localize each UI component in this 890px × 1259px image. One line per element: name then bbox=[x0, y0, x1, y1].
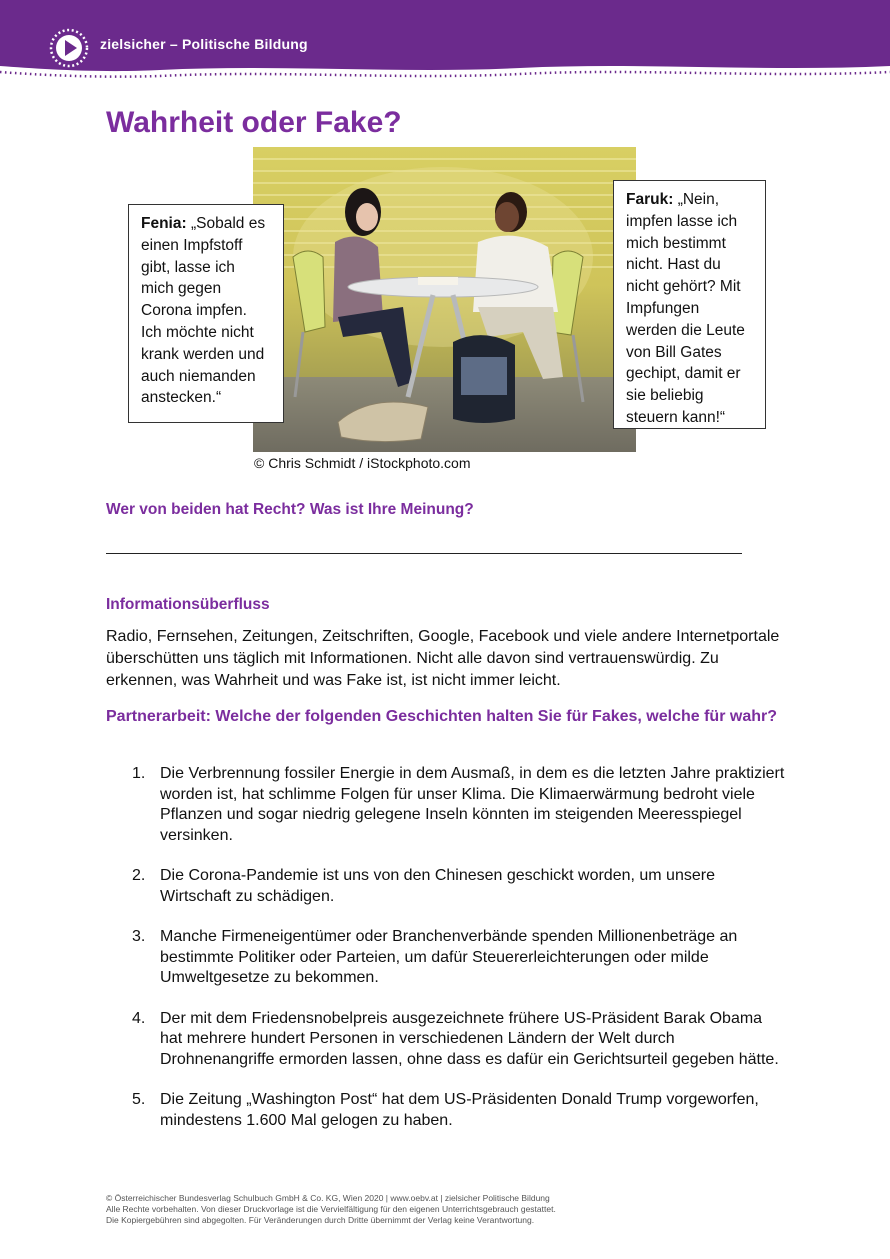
speaker-name: Fenia: bbox=[141, 215, 187, 232]
play-icon bbox=[48, 27, 90, 69]
list-item bbox=[106, 1090, 786, 1131]
list-item bbox=[106, 1009, 786, 1071]
speech-text: „Sobald es einen Impfstoff gibt, lasse ich mich gegen Corona impfen. Ich möchte nicht krank werden und auch niemanden anstecken.“ bbox=[141, 215, 266, 407]
footer bbox=[106, 1193, 556, 1226]
task-heading: Partnerarbeit: Welche der folgenden Geschichten halten Sie für Fakes, welche für wahr? bbox=[106, 708, 777, 725]
item-number: 1. bbox=[132, 765, 146, 782]
info-paragraph: Radio, Fernsehen, Zeitungen, Zeitschriften, Google, Facebook und viele andere Internetportale überschütten uns täglich mit Informationen. Nicht alle davon sind vertrauenswürdig. Zu erkennen, was Wahrheit und was Fake ist, ist nicht immer leicht. bbox=[106, 628, 780, 689]
page-title: Wahrheit oder Fake? bbox=[106, 106, 402, 139]
item-text: Der mit dem Friedensnobelpreis ausgezeichnete frühere US-Präsident Barak Obama hat mehrere hundert Personen in verschiedenen Ländern der Welt durch Drohnenangriffe ermorden lassen, ohne dass es dafür ein Gerichtsurteil gegeben hätte. bbox=[160, 1009, 779, 1068]
footer-line: © Österreichischer Bundesverlag Schulbuch GmbH & Co. KG, Wien 2020 | www.oebv.at | zielsicher Politische Bildung bbox=[106, 1193, 550, 1203]
list-item bbox=[106, 927, 786, 989]
item-number: 3. bbox=[132, 928, 146, 945]
speech-bubble-faruk bbox=[613, 180, 766, 429]
speech-bubble-fenia bbox=[128, 204, 284, 423]
item-text: Die Zeitung „Washington Post“ hat dem US-Präsidenten Donald Trump vorgeworfen, mindestens 1.600 Mal gelogen zu haben. bbox=[160, 1091, 759, 1129]
item-number: 2. bbox=[132, 867, 146, 884]
item-number: 5. bbox=[132, 1091, 146, 1108]
footer-line: Die Kopiergebühren sind abgegolten. Für Veränderungen durch Dritte übernimmt der Verlag keine Verantwortung. bbox=[106, 1215, 535, 1225]
item-number: 4. bbox=[132, 1009, 146, 1027]
list-item bbox=[106, 866, 786, 907]
footer-line: Alle Rechte vorbehalten. Von dieser Druckvorlage ist die Vervielfältigung für den eigenen Unterrichtsgebrauch gestattet. bbox=[106, 1204, 556, 1214]
item-text: Die Corona-Pandemie ist uns von den Chinesen geschickt worden, um unsere Wirtschaft zu schädigen. bbox=[160, 867, 715, 905]
list-item bbox=[106, 764, 786, 846]
question-heading: Wer von beiden hat Recht? Was ist Ihre Meinung? bbox=[106, 501, 474, 518]
story-list bbox=[106, 764, 786, 1131]
speech-text: „Nein, impfen lasse ich mich bestimmt nicht. Hast du nicht gehört? Mit Impfungen werden die Leute von Bill Gates gechipt, damit er sie beliebig steuern kann!“ bbox=[626, 191, 745, 426]
section-heading: Informationsüberfluss bbox=[106, 596, 270, 613]
photo bbox=[253, 147, 636, 452]
brand-name: zielsicher – Politische Bildung bbox=[100, 36, 308, 52]
item-text: Die Verbrennung fossiler Energie in dem Ausmaß, in dem es die letzten Jahre praktiziert worden ist, hat schlimme Folgen für unser Klima. Die Klimaerwärmung bedroht viele Pflanzen und sogar niedrig gelegene Inseln könnten im steigenden Meeresspiegel versinken. bbox=[160, 765, 785, 844]
photo-caption: © Chris Schmidt / iStockphoto.com bbox=[254, 455, 471, 471]
item-text: Manche Firmeneigentümer oder Branchenverbände spenden Millionenbeträge an bestimmte Politiker oder Parteien, um dafür Steuererleichterungen oder milde Umweltgesetze zu bekommen. bbox=[160, 928, 738, 986]
speaker-name: Faruk: bbox=[626, 191, 674, 208]
answer-line[interactable] bbox=[106, 553, 742, 554]
